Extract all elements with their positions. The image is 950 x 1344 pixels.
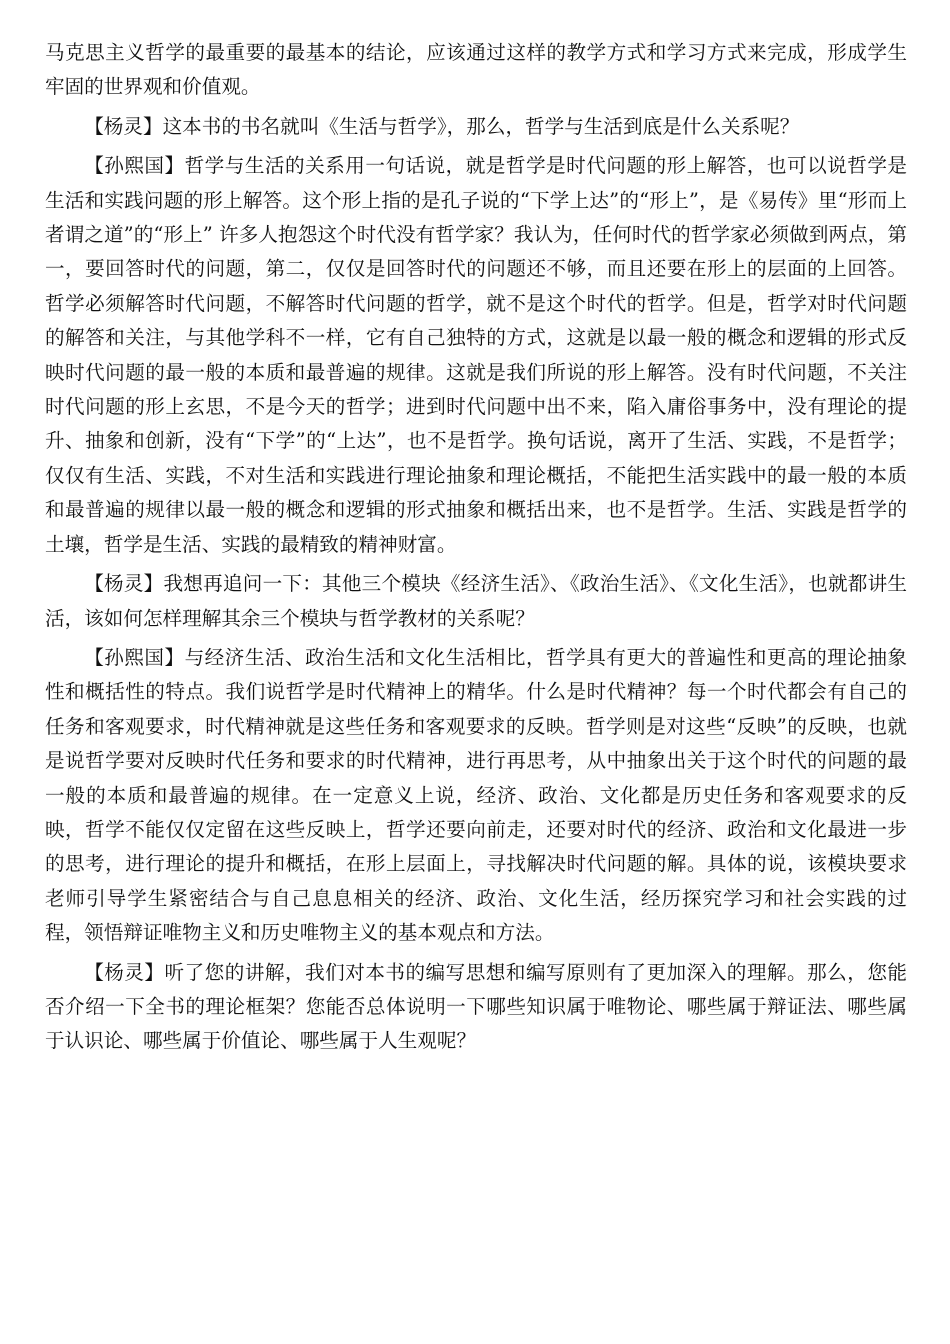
document-page — [45, 36, 907, 1064]
paragraph-yangling-1 — [45, 110, 907, 144]
speaker-label: 【杨灵】 — [84, 114, 163, 138]
paragraph-text: 哲学与生活的关系用一句话说，就是哲学是时代问题的形上解答，也可以说哲学是生活和实践问题的形上解答。这个形上指的是孔子说的“下学上达”的“形上”，是《易传》里“形而上者谓之道”的“形上” 许多人抱怨这个时代没有哲学家？我认为，任何时代的哲学家必须做到两点，第一，要回答时代的问题，第二，仅仅是回答时代的问题还不够，而且还要在形上的层面的上回答。哲学必须解答时代问题，不解答时代问题的哲学，就不是这个时代的哲学。但是，哲学对时代问题的解答和关注，与其他学科不一样，它有自己独特的方式，这就是以最一般的概念和逻辑的形式反映时代问题的最一般的本质和最普遍的规律。这就是我们所说的形上解答。没有时代问题，不关注时代问题的形上玄思，不是今天的哲学；进到时代问题中出不来，陷入庸俗事务中，没有理论的提升、抽象和创新，没有“下学”的“上达”，也不是哲学。换句话说，离开了生活、实践，不是哲学；仅仅有生活、实践，不对生活和实践进行理论抽象和理论概括，不能把生活实践中的最一般的本质和最普遍的规律以最一般的概念和逻辑的形式抽象和概括出来，也不是哲学。生活、实践是哲学的土壤，哲学是生活、实践的最精致的精神财富。 — [45, 154, 908, 556]
paragraph-text: 听了您的讲解，我们对本书的编写思想和编写原则有了更加深入的理解。那么，您能否介绍一下全书的理论框架？您能否总体说明一下哪些知识属于唯物论、哪些属于辩证法、哪些属于认识论、哪些属于价值论、哪些属于人生观呢？ — [45, 960, 908, 1053]
speaker-label: 【孙熙国】 — [84, 645, 185, 669]
speaker-label: 【杨灵】 — [84, 960, 165, 984]
speaker-label: 【杨灵】 — [84, 572, 164, 596]
speaker-label: 【孙熙国】 — [84, 154, 185, 178]
paragraph-sunxiguo-2 — [45, 641, 907, 951]
paragraph-text: 与经济生活、政治生活和文化生活相比，哲学具有更大的普遍性和更高的理论抽象性和概括性的特点。我们说哲学是时代精神上的精华。什么是时代精神？每一个时代都会有自己的任务和客观要求，时代精神就是这些任务和客观要求的反映。哲学则是对这些“反映”的反映，也就是说哲学要对反映时代任务和要求的时代精神，进行再思考，从中抽象出关于这个时代的问题的最一般的本质和最普遍的规律。在一定意义上说，经济、政治、文化都是历史任务和客观要求的反映，哲学不能仅仅定留在这些反映上，哲学还要向前走，还要对时代的经济、政治和文化最进一步的思考，进行理论的提升和概括，在形上层面上，寻找解决时代问题的解。具体的说，该模块要求老师引导学生紧密结合与自己息息相关的经济、政治、文化生活，经历探究学习和社会实践的过程，领悟辩证唯物主义和历史唯物主义的基本观点和方法。 — [45, 645, 908, 945]
paragraph-yangling-2 — [45, 567, 907, 636]
paragraph-text: 马克思主义哲学的最重要的最基本的结论，应该通过这样的教学方式和学习方式来完成，形成学生牢固的世界观和价值观。 — [45, 41, 907, 99]
paragraph-text: 这本书的书名就叫《生活与哲学》，那么，哲学与生活到底是什么关系呢？ — [162, 114, 800, 138]
paragraph-continuation — [45, 36, 907, 105]
paragraph-sunxiguo-1 — [45, 149, 907, 562]
paragraph-text: 我想再追问一下：其他三个模块《经济生活》、《政治生活》、《文化生活》，也就都讲生活，该如何怎样理解其余三个模块与哲学教材的关系呢？ — [45, 572, 908, 630]
paragraph-yangling-3 — [45, 956, 907, 1059]
